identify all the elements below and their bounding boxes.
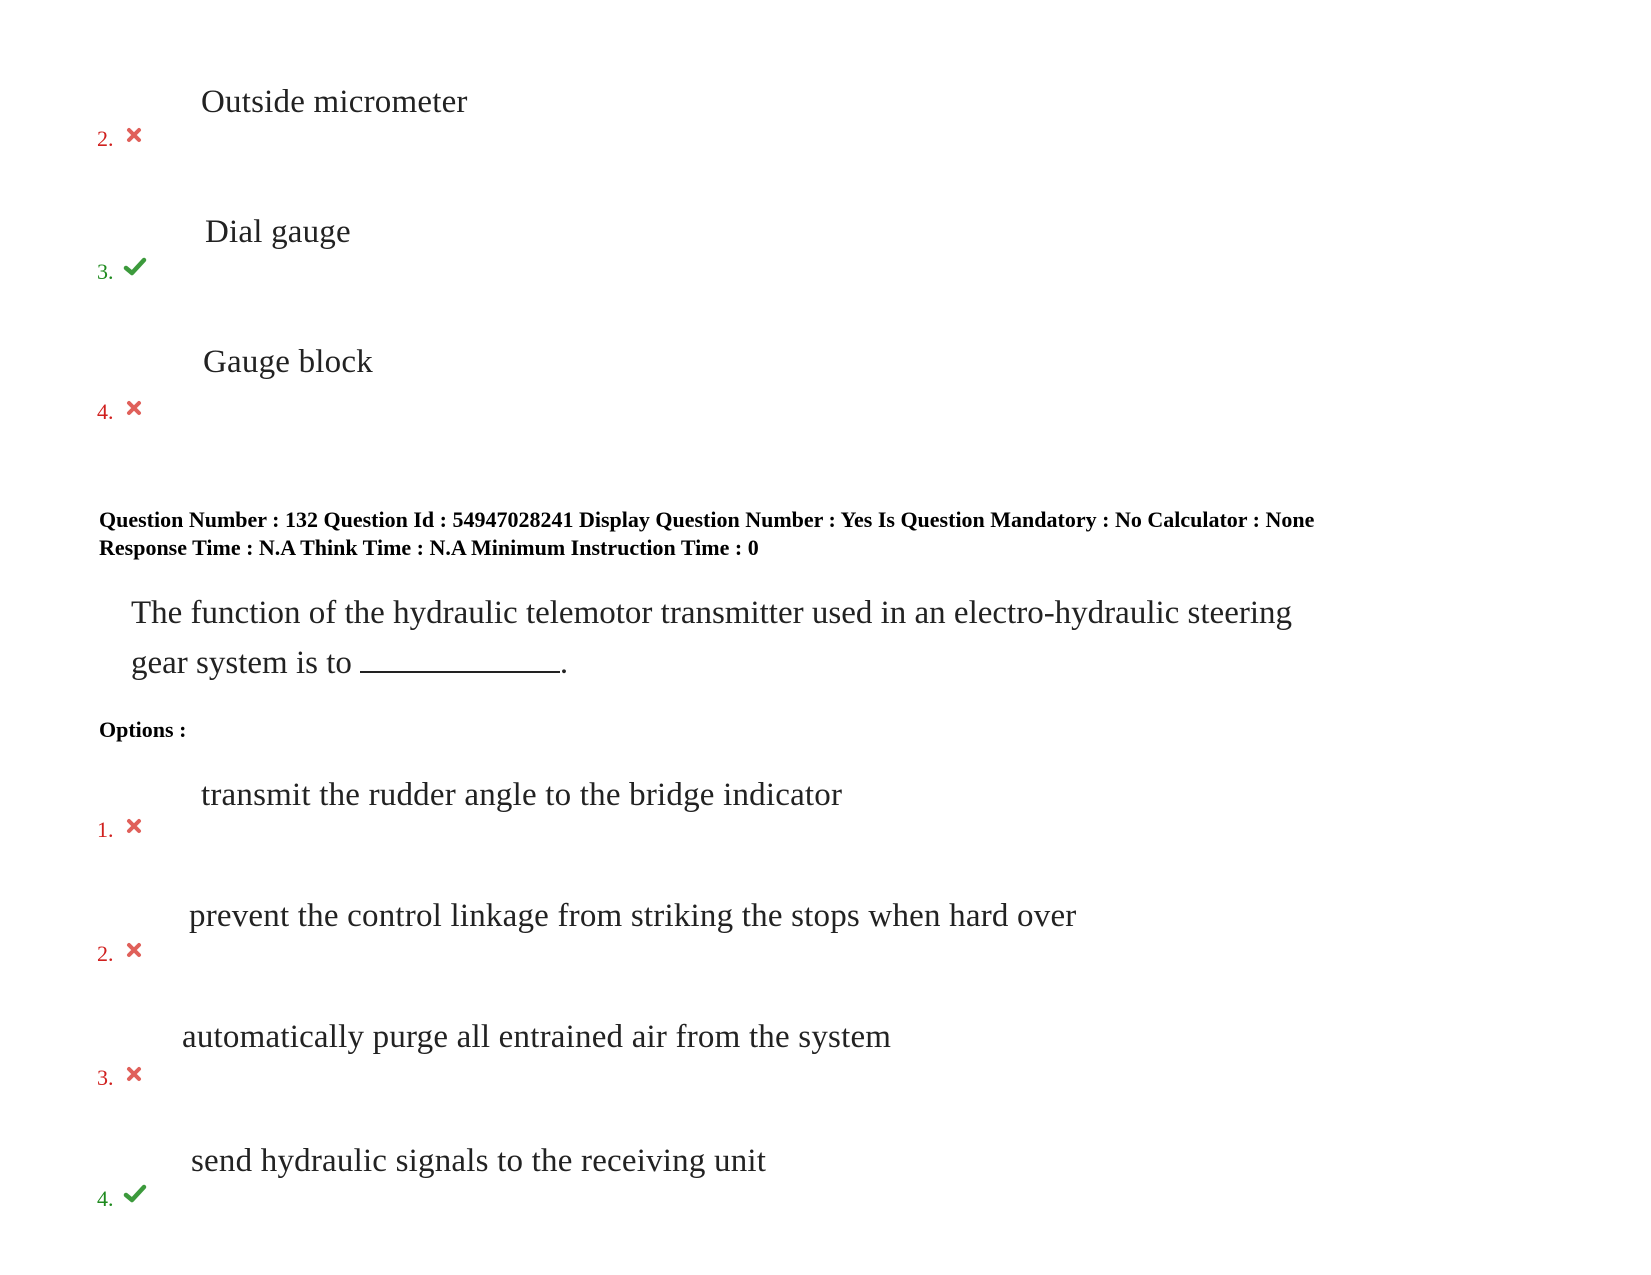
question-meta-line1: Question Number : 132 Question Id : 54947028241 Display Question Number : Yes Is Question Mandatory : No Calculator : None [99, 507, 1315, 532]
answer-blank [360, 645, 560, 673]
option-number: 4. [97, 399, 114, 424]
cross-icon [126, 942, 142, 958]
question-text-line1: The function of the hydraulic telemotor transmitter used in an electro-hydraulic steering [131, 595, 1293, 631]
option-text: prevent the control linkage from striking the stops when hard over [189, 898, 1077, 934]
option-number: 2. [97, 126, 114, 151]
question-text-end: . [559, 645, 569, 681]
options-label: Options : [99, 717, 187, 742]
option-text: Dial gauge [205, 214, 351, 250]
option-text: Gauge block [203, 344, 373, 380]
option-number: 3. [97, 1065, 114, 1090]
check-icon [123, 1184, 147, 1204]
question-text-line2 [131, 638, 568, 688]
option-text: automatically purge all entrained air from the system [182, 1019, 892, 1055]
option-number: 1. [97, 817, 114, 842]
option-text: Outside micrometer [201, 84, 468, 120]
question-meta-line2: Response Time : N.A Think Time : N.A Minimum Instruction Time : 0 [99, 535, 759, 560]
cross-icon [126, 818, 142, 834]
option-number: 4. [97, 1186, 114, 1211]
option-number: 2. [97, 941, 114, 966]
cross-icon [126, 400, 142, 416]
question-text-line2-words: gear system is to [131, 645, 352, 681]
option-text: transmit the rudder angle to the bridge indicator [201, 777, 843, 813]
cross-icon [126, 127, 142, 143]
check-icon [123, 257, 147, 277]
option-number: 3. [97, 259, 114, 284]
option-text: send hydraulic signals to the receiving unit [191, 1143, 767, 1179]
cross-icon [126, 1066, 142, 1082]
